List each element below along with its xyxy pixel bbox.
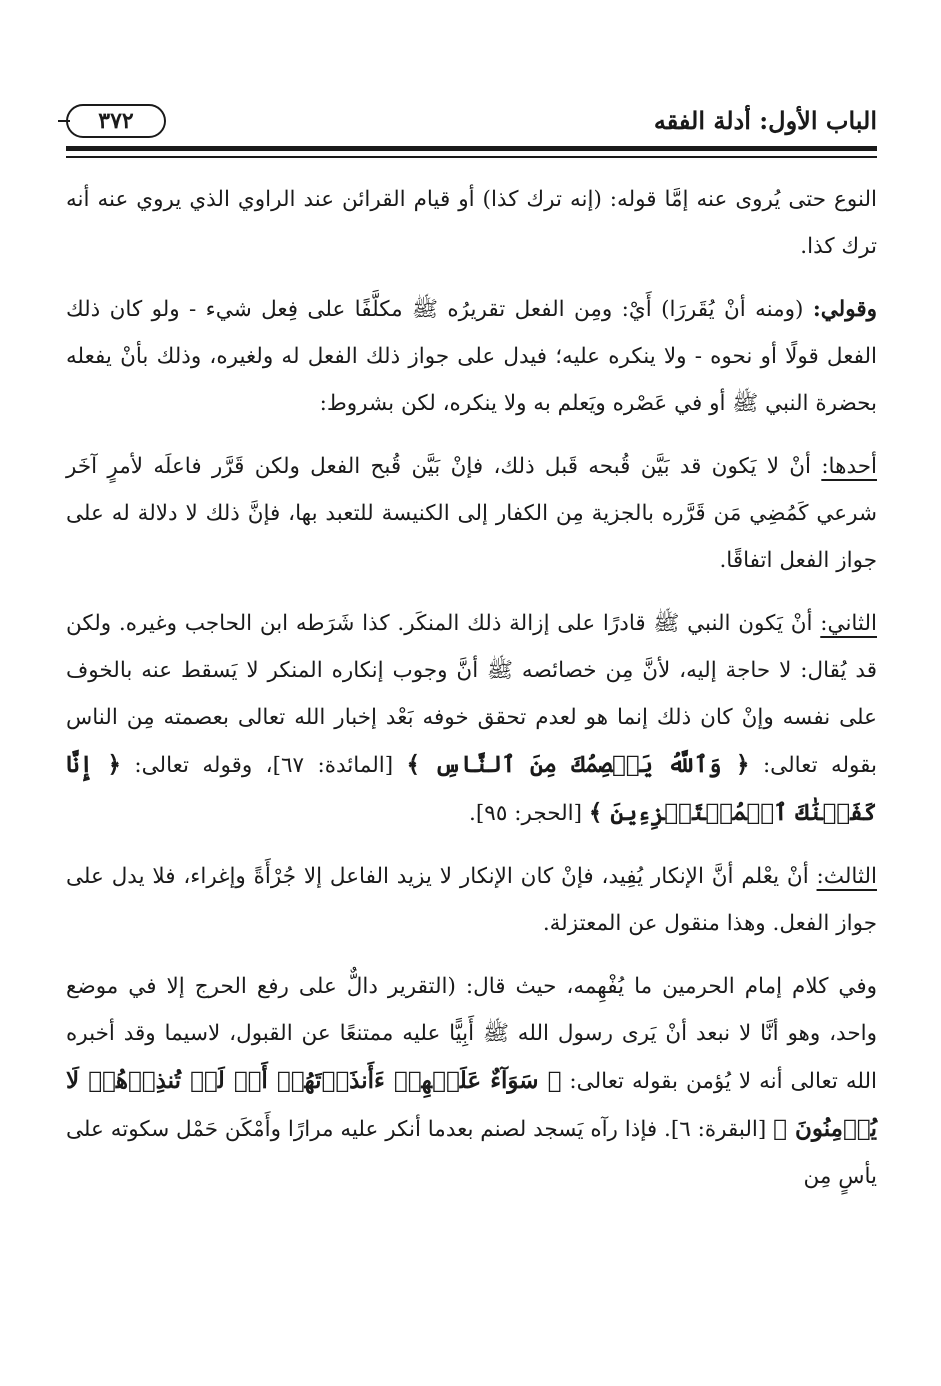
paragraph-4-lead: الثاني: <box>820 611 877 636</box>
paragraph-3 <box>66 443 877 584</box>
paragraph-2 <box>66 286 877 427</box>
header-rule-thin <box>66 156 877 158</box>
paragraph-6 <box>66 963 877 1200</box>
body-text <box>66 176 877 1216</box>
page-number-badge <box>66 104 166 138</box>
paragraph-5-lead: الثالث: <box>816 864 877 889</box>
paragraph-4-text-c: [الحجر: ٩٥]. <box>469 801 589 826</box>
paragraph-4-text-b: [المائدة: ٦٧]، وقوله تعالى: <box>121 753 407 778</box>
paragraph-4-text-a: أنْ يَكون النبي ﷺ قادرًا على إزالة ذلك المنكَر. كذا شَرَطه ابن الحاجب وغيره. ولكن قد يُقال: لا حاجة إليه، لأنَّ مِن خصائصه ﷺ أنَّ وجوب إنكاره المنكر لا يَسقط عنه بالخوف على نفسه وإنْ كان ذلك إنما هو لعدم تحقق خوفه بَعْد إخبار الله تعالى بعصمته مِن الناس بقوله تعالى: <box>66 611 877 778</box>
paragraph-4 <box>66 600 877 837</box>
running-title: الباب الأول: أدلة الفقه <box>653 106 877 135</box>
page-number: ٣٧٢ <box>98 108 134 134</box>
paragraph-2-lead: وقولي: <box>812 297 877 322</box>
paragraph-2-text: (ومنه أنْ يُقَررَا) أَيْ: ومِن الفعل تقريرُه ﷺ مكلَّفًا على فِعل شيء - ولو كان ذلك الفعل قولًا أو نحوه - ولا ينكره عليه؛ فيدل على جواز ذلك الفعل له ولغيره، وذلك بأنْ يفعله بحضرة النبي ﷺ أو في عَصْره ويَعلم به ولا ينكره، لكن بشروط: <box>66 297 877 416</box>
header-rule-thick <box>66 146 877 151</box>
quran-quote-baqarah: ﴿ سَوَآءٌ عَلَيۡهِمۡ ءَأَنذَرۡتَهُمۡ أَمۡ لَمۡ تُنذِرۡهُمۡ لَا يُؤۡمِنُونَ ﴾ <box>66 1067 877 1142</box>
quran-quote-maidah: ﴿ وَٱللَّهُ يَعۡصِمُكَ مِنَ ٱلنَّاسِ ﴾ <box>406 751 750 778</box>
paragraph-5-text: أنْ يعْلم أنَّ الإنكار يُفِيد، فإنْ كان الإنكار لا يزيد الفاعل إلا جُرْأَةً وإغراء، فلا يدل على جواز الفعل. وهذا منقول عن المعتزلة. <box>66 864 877 936</box>
quran-quote-hijr: ﴿ إِنَّا كَفَيۡنَٰكَ ٱلۡمُسۡتَهۡزِءِينَ ﴾ <box>66 751 877 826</box>
paragraph-1-text: النوع حتى يُروى عنه إمَّا قوله: (إنه ترك كذا) أو قيام القرائن عند الراوي الذي يروي عنه أنه ترك كذا. <box>66 187 877 259</box>
paragraph-1 <box>66 176 877 270</box>
paragraph-3-text: أنْ لا يَكون قد بَيَّن قُبحه قَبل ذلك، فإنْ بَيَّن قُبح الفعل ولكن قَرَّر فاعلَه لأمرٍ آخَر شرعي كَمُضِي مَن قَرَّره بالجزية مِن الكفار إلى الكنيسة للتعبد بها، فإنَّ ذلك لا دلالة له على جواز الفعل اتفاقًا. <box>66 454 877 573</box>
paragraph-5 <box>66 853 877 947</box>
paragraph-3-lead: أحدها: <box>821 454 877 479</box>
paragraph-6-text-a: وفي كلام إمام الحرمين ما يُفْهِمه، حيث قال: (التقرير دالٌّ على رفع الحرج إلا في موضع واحد، وهو أنَّا لا نبعد أنْ يَرى رسول الله ﷺ أَبِيًّا عليه ممتنعًا عن القبول، لاسيما وقد أخبره الله تعالى أنه لا يُؤمن بقوله تعالى: <box>66 974 877 1094</box>
paragraph-6-text-b: [البقرة: ٦]. فإذا رآه يَسجد لصنم بعدما أنكر عليه مرارًا وأَمْكَن حَمْل سكوته على يأسٍ مِن <box>66 1117 877 1189</box>
